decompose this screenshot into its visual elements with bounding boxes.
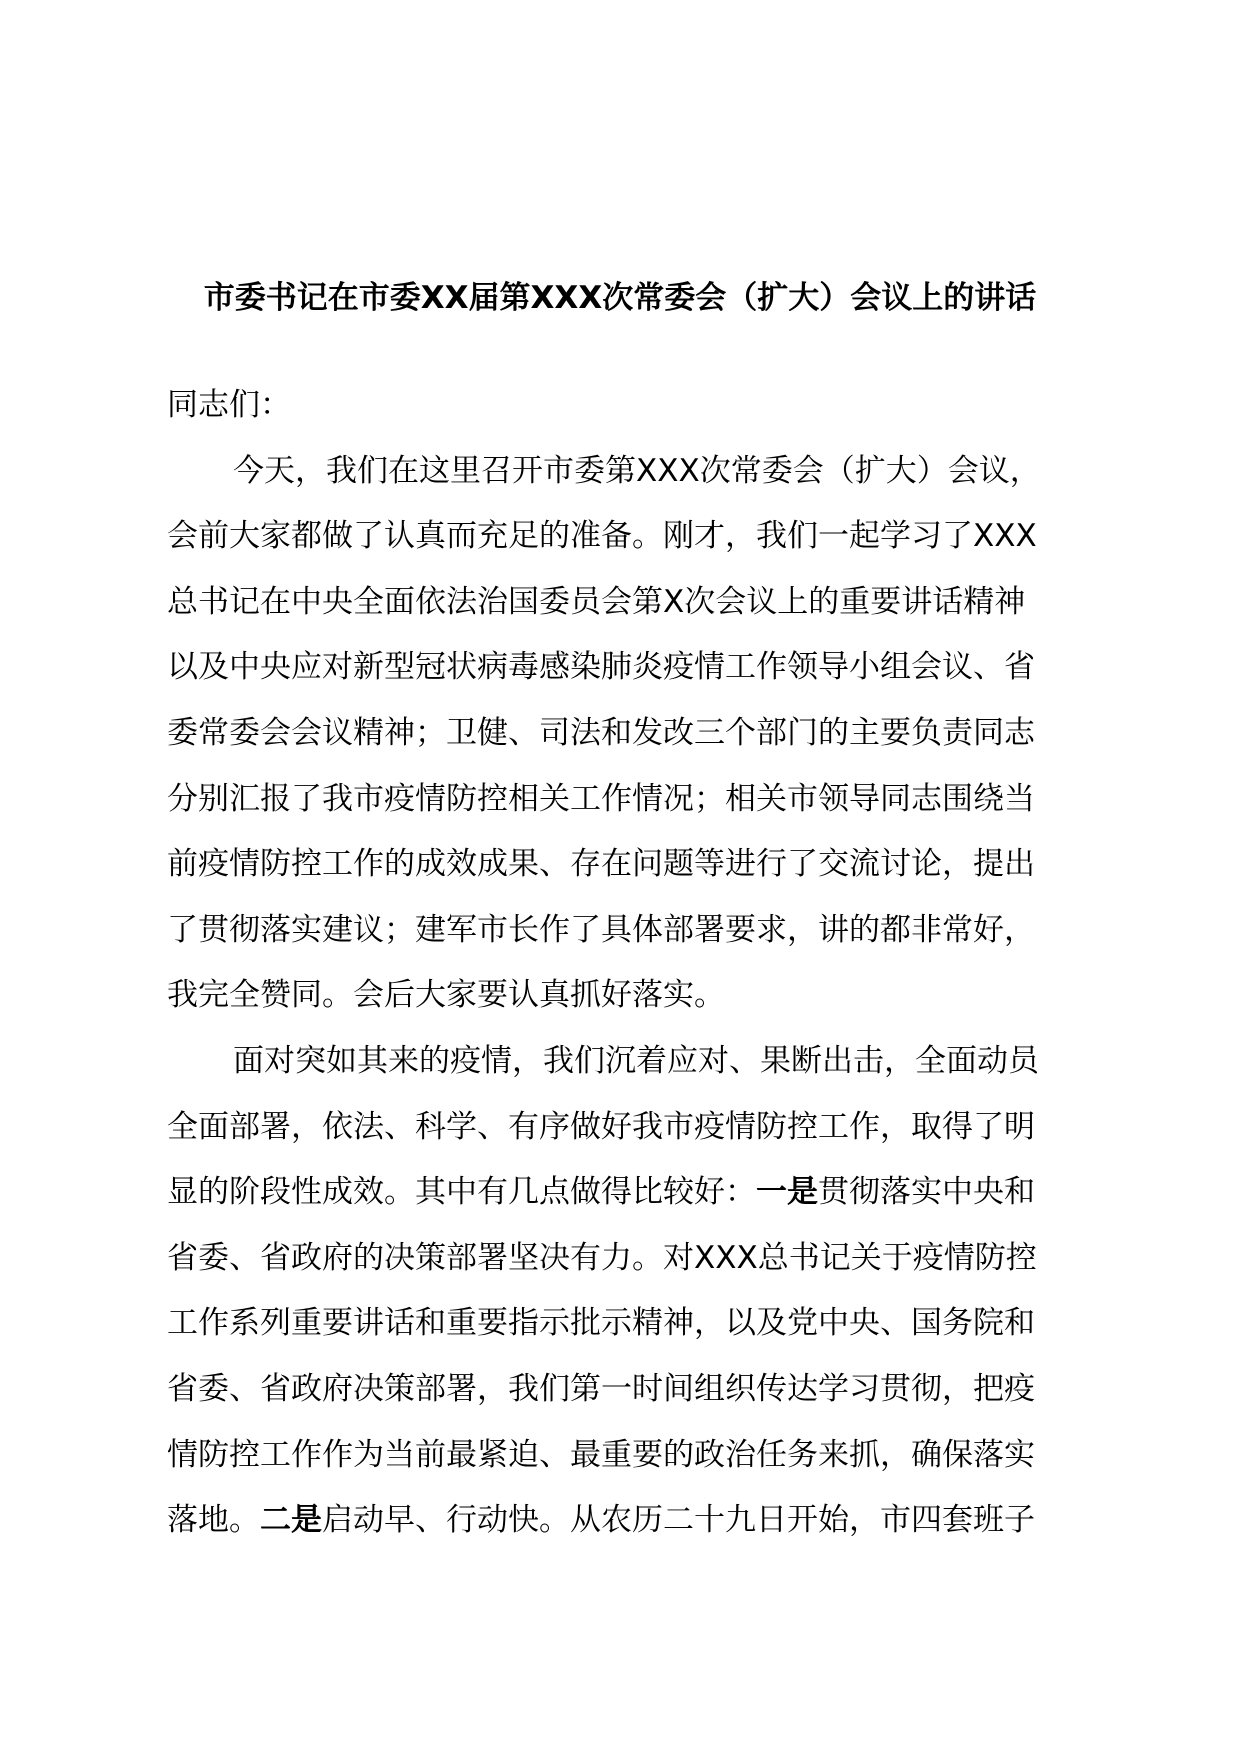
document-body bbox=[167, 373, 1097, 1554]
paragraph-line: 工作系列重要讲话和重要指示批示精神，以及党中央、国务院和 bbox=[167, 1305, 1035, 1342]
text-segment: 显的阶段性成效。其中有几点做得比较好： bbox=[167, 1174, 756, 1211]
document-title: 市委书记在市委XX届第XXX次常委会（扩大）会议上的讲话 bbox=[203, 280, 1037, 316]
emphasis-first: 一是 bbox=[756, 1174, 818, 1211]
paragraph-line: 全面部署，依法、科学、有序做好我市疫情防控工作，取得了明 bbox=[167, 1108, 1035, 1145]
salutation: 同志们： bbox=[167, 387, 291, 423]
text-segment: 落地。 bbox=[167, 1502, 260, 1539]
paragraph-line: 总书记在中央全面依法治国委员会第X次会议上的重要讲话精神 bbox=[167, 583, 1026, 620]
paragraph-line: 面对突如其来的疫情，我们沉着应对、果断出击，全面动员 bbox=[233, 1042, 1039, 1079]
paragraph-line: 情防控工作作为当前最紧迫、最重要的政治任务来抓，确保落实 bbox=[167, 1436, 1035, 1473]
paragraph-line: 了贯彻落实建议；建军市长作了具体部署要求，讲的都非常好， bbox=[167, 911, 1035, 948]
paragraph-line: 以及中央应对新型冠状病毒感染肺炎疫情工作领导小组会议、省 bbox=[167, 649, 1035, 686]
paragraph-line: 省委、省政府的决策部署坚决有力。对XXX总书记关于疫情防控 bbox=[167, 1239, 1037, 1276]
text-segment: 贯彻落实中央和 bbox=[818, 1174, 1035, 1211]
paragraph-line: 今天，我们在这里召开市委第XXX次常委会（扩大）会议， bbox=[233, 452, 1041, 489]
paragraph-line bbox=[167, 1160, 1097, 1226]
paragraph-line: 分别汇报了我市疫情防控相关工作情况；相关市领导同志围绕当 bbox=[167, 780, 1035, 817]
emphasis-second: 二是 bbox=[260, 1502, 322, 1539]
paragraph-line: 省委、省政府决策部署，我们第一时间组织传达学习贯彻，把疫 bbox=[167, 1370, 1035, 1407]
paragraph-line: 委常委会会议精神；卫健、司法和发改三个部门的主要负责同志 bbox=[167, 714, 1035, 751]
paragraph-line: 我完全赞同。会后大家要认真抓好落实。 bbox=[167, 977, 725, 1014]
paragraph-line bbox=[167, 1488, 1097, 1554]
paragraph-line: 会前大家都做了认真而充足的准备。刚才，我们一起学习了XXX bbox=[167, 518, 1037, 555]
paragraph-line: 前疫情防控工作的成效成果、存在问题等进行了交流讨论，提出 bbox=[167, 846, 1035, 883]
text-segment: 启动早、行动快。从农历二十九日开始，市四套班子 bbox=[322, 1502, 1035, 1539]
